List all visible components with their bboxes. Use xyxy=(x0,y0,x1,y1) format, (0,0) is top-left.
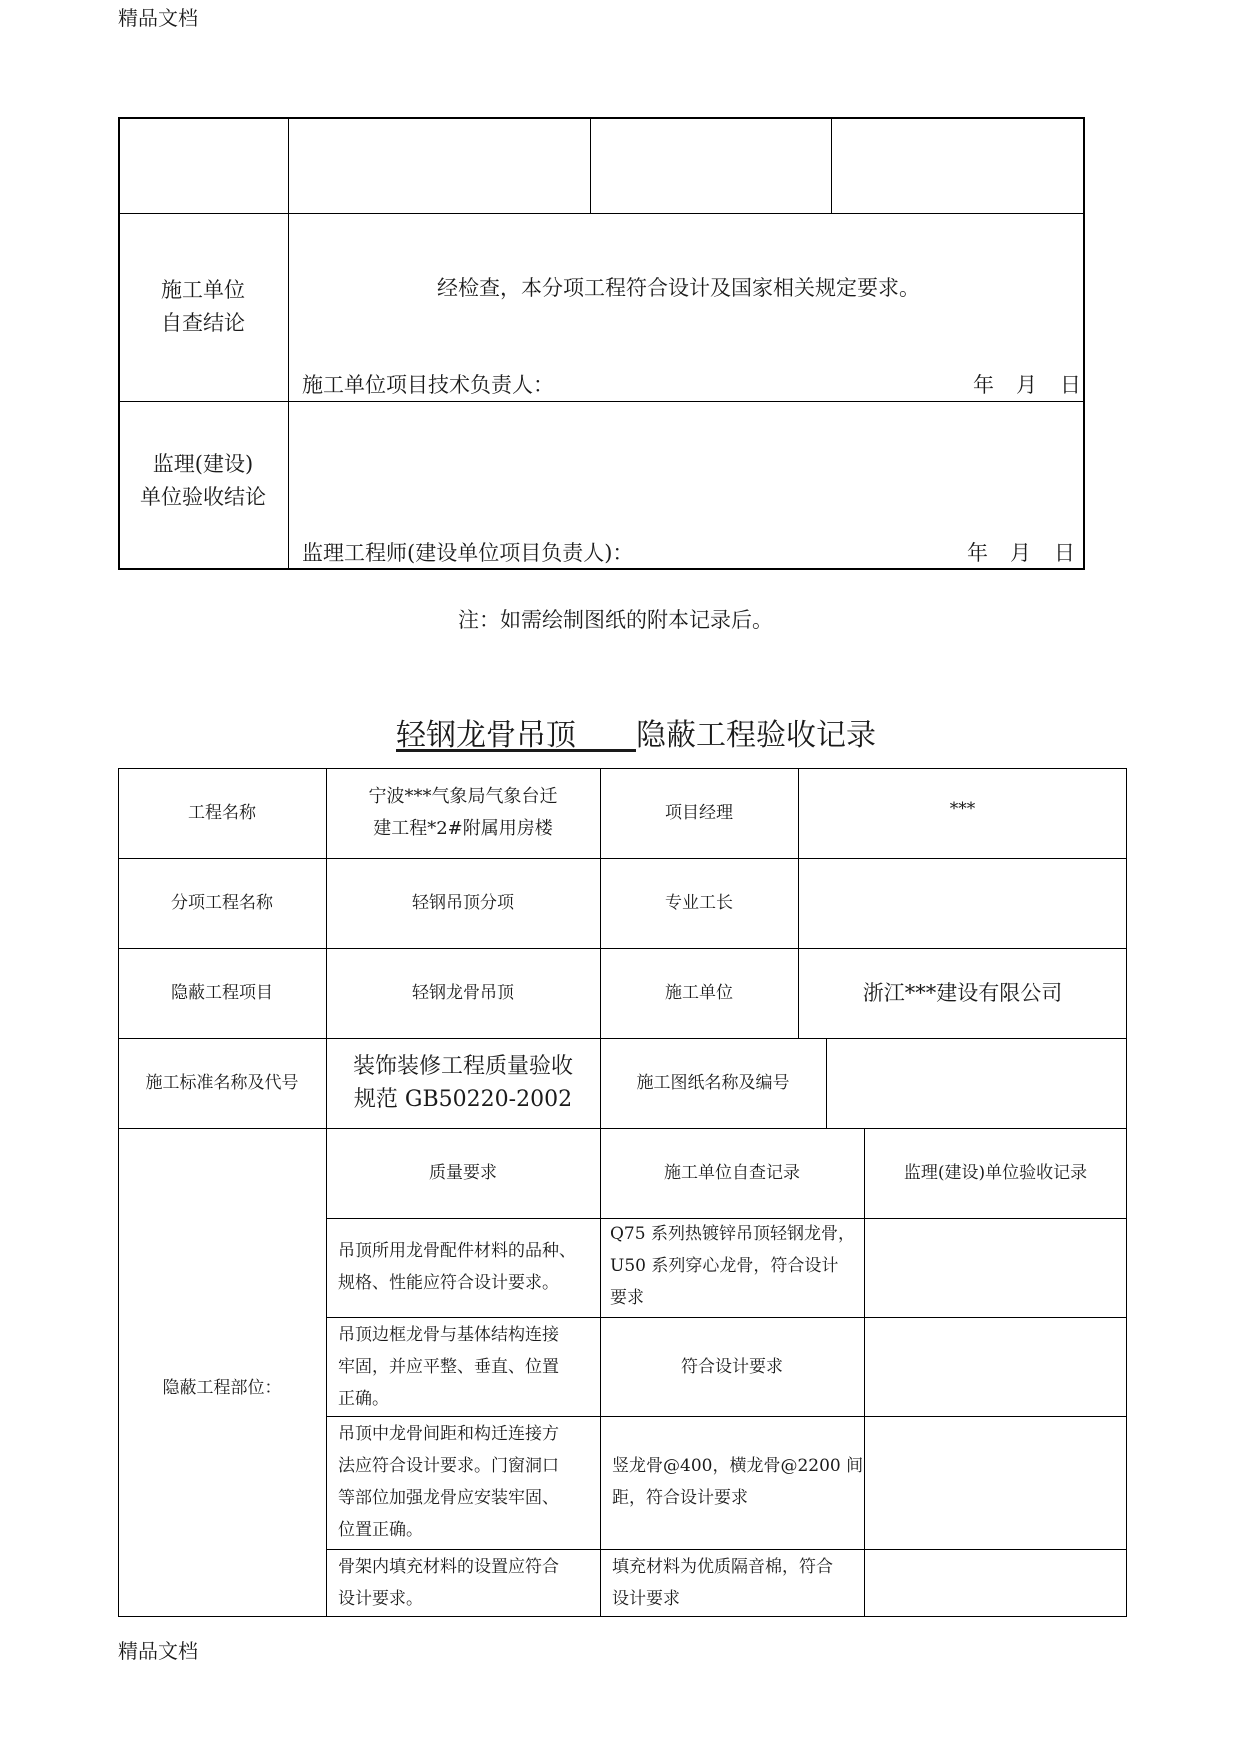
project-name-label: 工程名称 xyxy=(188,803,256,823)
table-row-record: Q75 系列热镀锌吊顶轻钢龙骨， U50 系列穿心龙骨，符合设计 要求 xyxy=(610,1224,855,1308)
col-header-self-check: 施工单位自查记录 xyxy=(664,1163,800,1183)
foreman-value xyxy=(798,858,1127,948)
contractor-conclusion-label: 施工单位 自查结论 xyxy=(161,278,245,335)
date-year: 年 xyxy=(973,373,994,397)
note-text: 注：如需绘制图纸的附本记录后。 xyxy=(458,608,773,632)
foreman-label: 专业工长 xyxy=(665,893,733,913)
contractor-conclusion-text: 经检查，本分项工程符合设计及国家相关规定要求。 xyxy=(437,276,920,300)
project-name-value: 宁波***气象局气象台迁 建工程*2#附属用房楼 xyxy=(368,786,558,839)
project-manager-label: 项目经理 xyxy=(665,803,733,823)
project-manager-value: *** xyxy=(949,799,976,819)
table-row-requirement: 骨架内填充材料的设置应符合 设计要求。 xyxy=(338,1557,559,1609)
standard-label: 施工标准名称及代号 xyxy=(145,1073,299,1093)
standard-value: 装饰装修工程质量验收 规范 GB50220-2002 xyxy=(352,1054,573,1112)
page-footer: 精品文档 xyxy=(118,1639,198,1663)
subitem-name-label: 分项工程名称 xyxy=(171,893,273,913)
hidden-item-label: 隐蔽工程项目 xyxy=(171,983,273,1003)
drawing-label: 施工图纸名称及编号 xyxy=(636,1073,790,1093)
contractor-signature-label: 施工单位项目技术负责人： xyxy=(302,373,554,397)
hidden-item-value: 轻钢龙骨吊顶 xyxy=(412,983,514,1003)
date-month: 月 xyxy=(1016,373,1037,397)
location-label: 隐蔽工程部位： xyxy=(162,1377,282,1398)
table1-divider xyxy=(590,117,591,213)
supervisor-signature-label: 监理工程师(建设单位项目负责人)： xyxy=(302,541,634,565)
table-row-acceptance xyxy=(864,1416,1127,1549)
col-header-acceptance: 监理(建设)单位验收记录 xyxy=(903,1163,1088,1183)
record-title: 轻钢龙骨吊顶 隐蔽工程验收记录 xyxy=(396,718,876,753)
table1-divider xyxy=(831,117,832,213)
col-header-quality: 质量要求 xyxy=(429,1163,497,1183)
page-header: 精品文档 xyxy=(118,6,198,30)
table-row-acceptance xyxy=(864,1218,1127,1317)
table-row-requirement: 吊顶中龙骨间距和构迁连接方 法应符合设计要求。门窗洞口 等部位加强龙骨应安装牢固、 位置正确。 xyxy=(338,1424,559,1540)
table-row-acceptance xyxy=(864,1317,1127,1416)
table-row-requirement: 吊顶所用龙骨配件材料的品种、 规格、性能应符合设计要求。 xyxy=(338,1241,576,1293)
table-row-record: 竖龙骨@400，横龙骨@2200 间 距，符合设计要求 xyxy=(612,1456,864,1508)
date-day: 日 xyxy=(1054,541,1075,565)
table-row-requirement: 吊顶边框龙骨与基体结构连接 牢固，并应平整、垂直、位置 正确。 xyxy=(338,1325,559,1409)
subitem-name-value: 轻钢吊顶分项 xyxy=(412,893,514,913)
table-row-acceptance xyxy=(864,1549,1127,1617)
table-row-record: 填充材料为优质隔音棉，符合 设计要求 xyxy=(612,1557,833,1609)
date-month: 月 xyxy=(1010,541,1031,565)
date-day: 日 xyxy=(1060,373,1081,397)
drawing-value xyxy=(826,1038,1127,1128)
supervisor-conclusion-label: 监理(建设) 单位验收结论 xyxy=(140,451,266,509)
builder-value: 浙江***建设有限公司 xyxy=(862,980,1063,1005)
builder-label: 施工单位 xyxy=(665,983,733,1003)
date-year: 年 xyxy=(967,541,988,565)
table-row-record: 符合设计要求 xyxy=(681,1356,783,1377)
table1-divider xyxy=(288,117,289,570)
